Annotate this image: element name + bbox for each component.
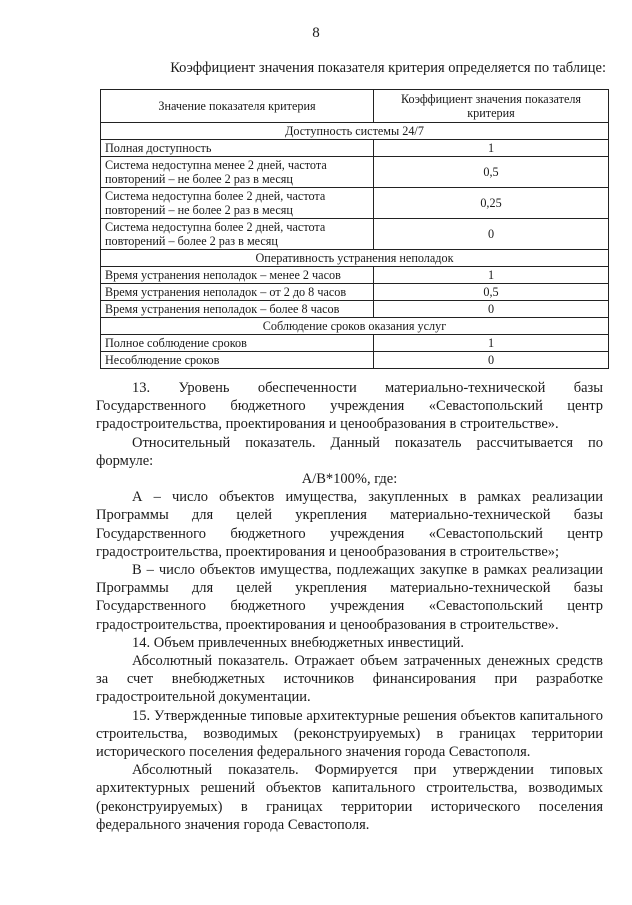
paragraph-item-14-description: Абсолютный показатель. Отражает объем затраченных денежных средств за счет внебюджетных источников финансирования при разработке градостроительной документации. (96, 653, 603, 706)
table-section-row (101, 250, 609, 267)
coefficient-value: 1 (374, 335, 609, 352)
paragraph-item-15-title: 15. Утвержденные типовые архитектурные решения объектов капитального строительства, возводимых (реконструируемых) в границах территории исторического поселения федерального значения города Севастополя. (96, 707, 603, 761)
coefficient-value: 1 (374, 267, 609, 284)
table-header-row (101, 90, 609, 123)
criterion-label: Полная доступность (101, 140, 374, 157)
table-row (101, 301, 609, 318)
table-row (101, 267, 609, 284)
criterion-label: Система недоступна менее 2 дней, частота повторений – не более 2 раз в месяц (101, 157, 374, 188)
table-row (101, 335, 609, 352)
table-row (101, 157, 609, 188)
criterion-label: Время устранения неполадок – от 2 до 8 часов (101, 284, 374, 301)
paragraph-item-13-description: Относительный показатель. Данный показатель рассчитывается по формуле: (96, 434, 603, 469)
paragraph-definition-a: А – число объектов имущества, закупленных в рамках реализации Программы для целей укрепления материально-технической базы Государственного бюджетного учреждения «Севастопольский центр градостроительства, проектирования и ценообразования в строительстве»; (96, 489, 603, 560)
coefficient-value: 0,5 (374, 157, 609, 188)
table-row (101, 352, 609, 369)
table-row (101, 219, 609, 250)
coefficient-value: 0 (374, 219, 609, 250)
table-section-row (101, 123, 609, 140)
table-row (101, 284, 609, 301)
paragraph-item-15-description: Абсолютный показатель. Формируется при утверждении типовых архитектурных решений объектов капитального строительства, возводимых (реконструируемых) в границах территории исторического поселения федерального значения города Севастополя. (96, 762, 603, 833)
criterion-label: Несоблюдение сроков (101, 352, 374, 369)
criterion-label: Время устранения неполадок – менее 2 часов (101, 267, 374, 284)
table-row (101, 188, 609, 219)
coefficient-value: 0 (374, 301, 609, 318)
header-coefficient: Коэффициент значения показателя критерия (374, 90, 609, 123)
paragraph-item-14-title: 14. Объем привлеченных внебюджетных инвестиций. (132, 634, 464, 651)
criterion-label: Полное соблюдение сроков (101, 335, 374, 352)
table-row (101, 140, 609, 157)
coefficient-value: 0 (374, 352, 609, 369)
paragraph-formula: А/В*100%, где: (301, 471, 398, 488)
criterion-label: Система недоступна более 2 дней, частота повторений – не более 2 раз в месяц (101, 188, 374, 219)
table-section-row (101, 318, 609, 335)
section-title: Доступность системы 24/7 (101, 123, 609, 140)
paragraph-item-13-title: 13. Уровень обеспеченности материально-технической базы Государственного бюджетного учреждения «Севастопольский центр градостроительства, проектирования и ценообразования в строительстве». (96, 380, 603, 433)
coefficient-value: 0,25 (374, 188, 609, 219)
criterion-label: Система недоступна более 2 дней, частота повторений – более 2 раз в месяц (101, 219, 374, 250)
section-title: Оперативность устранения неполадок (101, 250, 609, 267)
criterion-label: Время устранения неполадок – более 8 часов (101, 301, 374, 318)
header-criterion-value: Значение показателя критерия (101, 90, 374, 123)
paragraph-definition-b: В – число объектов имущества, подлежащих закупке в рамках реализации Программы для целей укрепления материально-технической базы Государственного бюджетного учреждения «Севастопольский центр градостроительства, проектирования и ценообразования в строительстве». (96, 562, 603, 633)
section-title: Соблюдение сроков оказания услуг (101, 318, 609, 335)
coefficient-value: 0,5 (374, 284, 609, 301)
document-body (96, 379, 603, 834)
coefficient-value: 1 (374, 140, 609, 157)
table-intro: Коэффициент значения показателя критерия определяется по таблице: (170, 60, 606, 76)
page-number: 8 (312, 25, 320, 41)
criteria-table (100, 89, 609, 369)
